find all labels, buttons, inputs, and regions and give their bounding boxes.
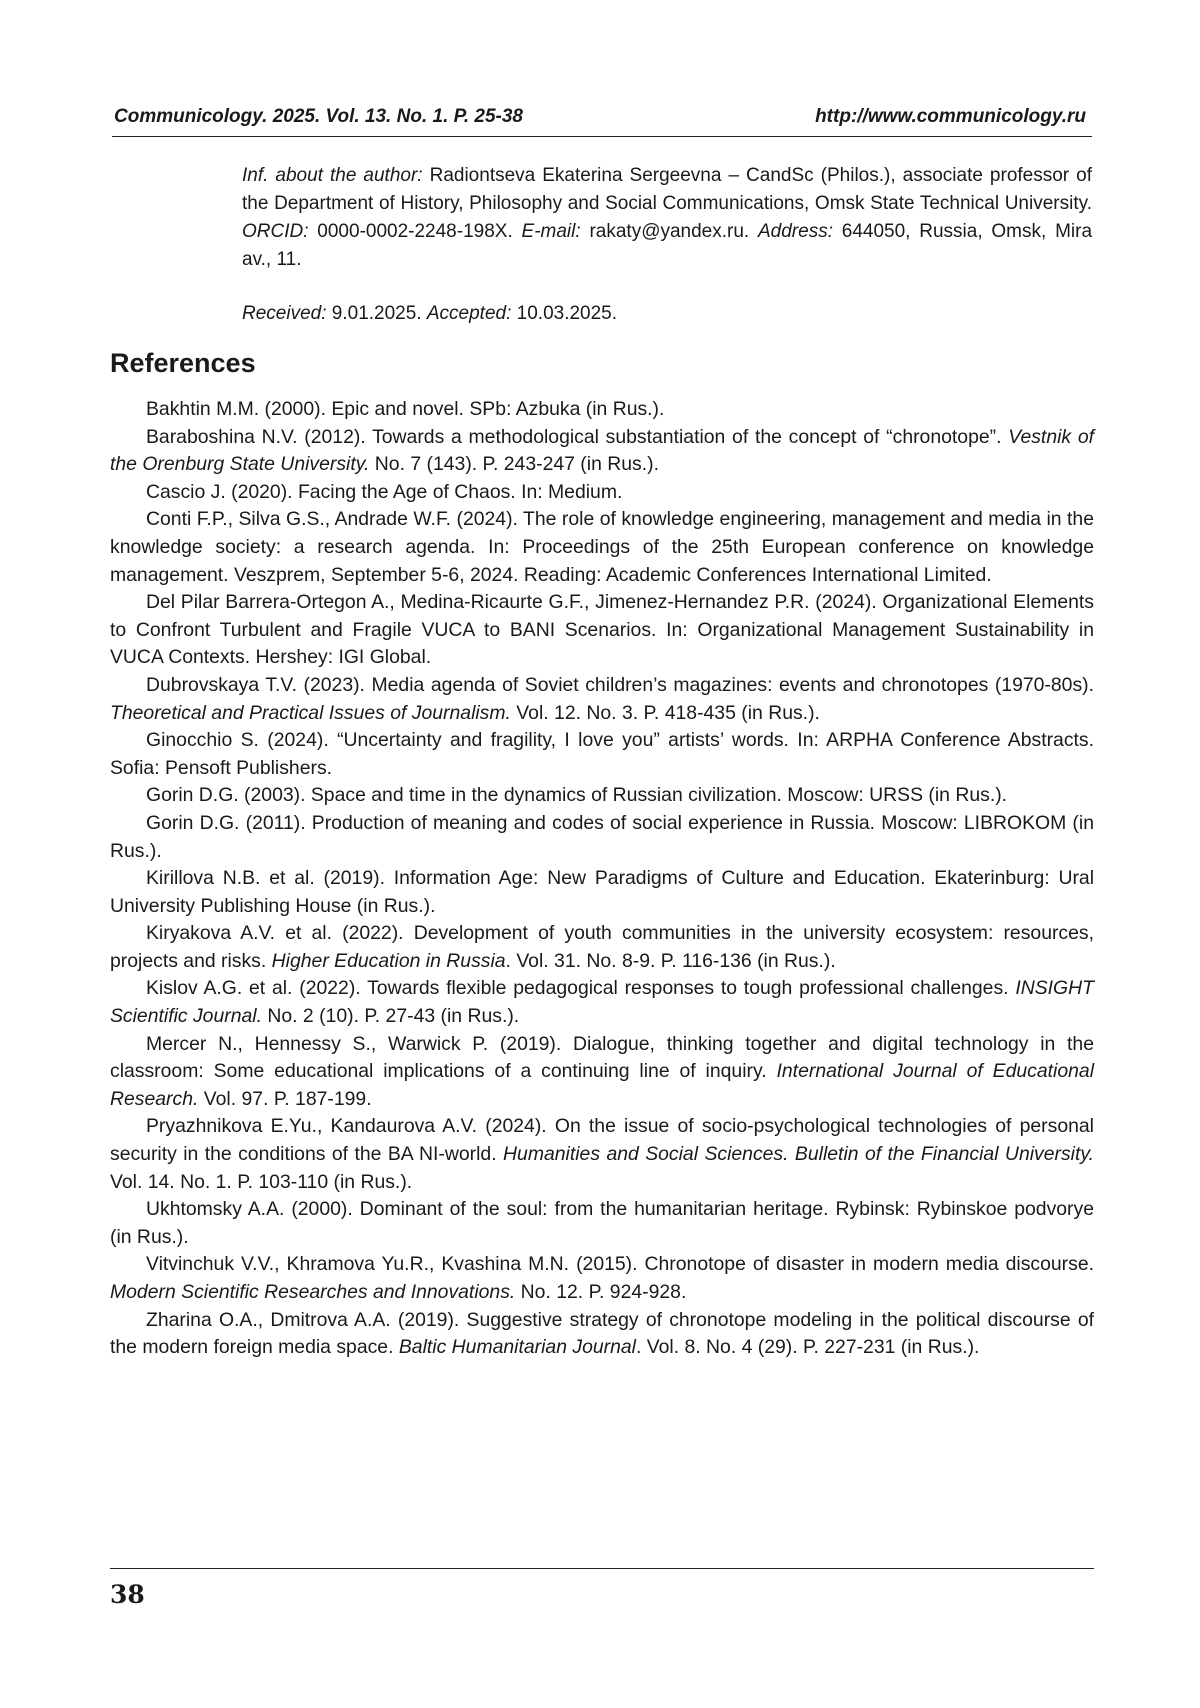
reference-ital: INSIGHT Scientific Journal. xyxy=(110,977,1094,1028)
reference-item xyxy=(110,1113,1094,1196)
reference-item xyxy=(110,1307,1094,1362)
running-header xyxy=(112,106,1092,137)
reference-pre: Gorin D.G. (2011). Production of meaning and codes of social experience in Russia. Moscow: LIBROKOM (in Rus.). xyxy=(110,811,1094,862)
reference-ital: Vestnik of the Orenburg State University. xyxy=(110,425,1094,476)
reference-item xyxy=(110,975,1094,1030)
accepted-label: Accepted: xyxy=(426,303,512,324)
reference-pre: Kislov A.G. et al. (2022). Towards flexible pedagogical responses to tough professional challenges. xyxy=(146,977,1016,1000)
reference-pre: Dubrovskaya T.V. (2023). Media agenda of Soviet children’s magazines: events and chronotopes (1970-80s). xyxy=(146,673,1094,696)
reference-pre: Conti F.P., Silva G.S., Andrade W.F. (2024). The role of knowledge engineering, management and media in the knowledge society: a research agenda. In: Proceedings of the 25th European conference on knowledge management. Veszprem, September 5-6, 2024. Reading: Academic Conferences International Limited. xyxy=(110,508,1094,586)
reference-item xyxy=(110,920,1094,975)
journal-url[interactable]: http://www.communicology.ru xyxy=(815,106,1086,127)
reference-pre: Kiryakova A.V. et al. (2022). Development of youth communities in the university ecosystem: resources, projects and risks. xyxy=(110,922,1094,972)
reference-ital: Humanities and Social Sciences. Bulletin of the Financial University. xyxy=(503,1143,1095,1166)
reference-item xyxy=(110,479,1094,507)
reference-pre: Kirillova N.B. et al. (2019). Information Age: New Paradigms of Culture and Education. Ekaterinburg: Ural University Publishing House (in Rus.). xyxy=(110,867,1094,917)
reference-item xyxy=(110,782,1094,810)
reference-pre: Vitvinchuk V.V., Khramova Yu.R., Kvashina M.N. (2015). Chronotope of disaster in modern media discourse. xyxy=(146,1253,1094,1276)
reference-item xyxy=(110,1196,1094,1251)
reference-pre: Zharina O.A., Dmitrova A.A. (2019). Suggestive strategy of chronotope modeling in the political discourse of the modern foreign media space. xyxy=(110,1308,1094,1359)
reference-item xyxy=(110,1251,1094,1306)
reference-post: Vol. 14. No. 1. P. 103-110 (in Rus.). xyxy=(110,1170,413,1193)
reference-item xyxy=(110,1031,1094,1114)
orcid-value: 0000-0002-2248-198X. xyxy=(317,221,513,242)
reference-item xyxy=(110,727,1094,782)
reference-ital: Baltic Humanitarian Journal xyxy=(398,1336,636,1359)
reference-pre: Cascio J. (2020). Facing the Age of Chaos. In: Medium. xyxy=(146,480,623,503)
reference-item xyxy=(110,589,1094,672)
reference-ital: International Journal of Educational Research. xyxy=(110,1060,1094,1110)
reference-item xyxy=(110,506,1094,589)
reference-ital: Modern Scientific Researches and Innovations. xyxy=(110,1281,516,1303)
author-text: Radiontseva Ekaterina Sergeevna – CandSc (Philos.), associate professor of the Department of History, Philosophy and Social Communications, Omsk State Technical University. xyxy=(242,165,1092,214)
reference-post: No. 2 (10). P. 27-43 (in Rus.). xyxy=(261,1005,520,1028)
accepted-date: 10.03.2025. xyxy=(516,303,618,324)
reference-pre: Ukhtomsky A.A. (2000). Dominant of the soul: from the humanitarian heritage. Rybinsk: Rybinskoe podvorye (in Rus.). xyxy=(110,1198,1094,1248)
email-value: rakaty@yandex.ru. xyxy=(589,221,750,242)
reference-item xyxy=(110,424,1094,479)
reference-post: . Vol. 31. No. 8-9. P. 116-136 (in Rus.). xyxy=(505,949,836,972)
reference-item xyxy=(110,865,1094,920)
reference-pre: Del Pilar Barrera-Ortegon A., Medina-Ricaurte G.F., Jimenez-Hernandez P.R. (2024). Organizational Elements to Confront Turbulent and Fragile VUCA to BANI Scenarios. In: Organizational Management Sustainability in VUCA Contexts. Hershey: IGI Global. xyxy=(110,591,1094,669)
reference-pre: Bakhtin M.M. (2000). Epic and novel. SPb: Azbuka (in Rus.). xyxy=(146,398,665,420)
reference-pre: Gorin D.G. (2003). Space and time in the dynamics of Russian civilization. Moscow: URSS (in Rus.). xyxy=(146,784,1008,807)
journal-citation: Communicology. 2025. Vol. 13. No. 1. P. 25-38 xyxy=(114,106,524,127)
reference-pre: Ginocchio S. (2024). “Uncertainty and fragility, I love you” artists’ words. In: ARPHA Conference Abstracts. Sofia: Pensoft Publishers. xyxy=(110,729,1094,779)
received-date: 9.01.2025. xyxy=(331,303,422,324)
page-number: 38 xyxy=(110,1580,145,1609)
references-list xyxy=(110,396,1094,1362)
footer-divider xyxy=(110,1568,1094,1569)
reference-ital: Theoretical and Practical Issues of Journalism. xyxy=(110,701,511,724)
reference-item xyxy=(110,672,1094,727)
reference-post: Vol. 97. P. 187-199. xyxy=(198,1087,372,1110)
author-details xyxy=(242,162,1092,274)
received-label: Received: xyxy=(242,303,327,324)
reference-pre: Mercer N., Hennessy S., Warwick P. (2019). Dialogue, thinking together and digital technology in the classroom: Some educational implications of a continuing line of inquiry. xyxy=(110,1032,1094,1083)
author-label: Inf. about the author: xyxy=(242,165,423,186)
reference-post: No. 12. P. 924-928. xyxy=(515,1281,687,1303)
reference-item xyxy=(110,810,1094,865)
address-label: Address: xyxy=(758,221,833,242)
reference-item xyxy=(110,396,1094,424)
reference-pre: Baraboshina N.V. (2012). Towards a methodological substantiation of the concept of “chronotope”. xyxy=(146,425,1009,448)
reference-post: No. 7 (143). P. 243-247 (in Rus.). xyxy=(369,453,659,476)
reference-post: Vol. 12. No. 3. P. 418-435 (in Rus.). xyxy=(510,701,820,724)
dates-line xyxy=(242,300,1092,328)
reference-ital: Higher Education in Russia xyxy=(271,949,506,972)
address-value: 644050, Russia, Omsk, Mira av., 11. xyxy=(242,221,1093,270)
reference-pre: Pryazhnikova E.Yu., Kandaurova A.V. (2024). On the issue of socio-psychological technologies of personal security in the conditions of the BA NI-world. xyxy=(110,1115,1094,1166)
email-label: E-mail: xyxy=(521,221,581,242)
references-heading: References xyxy=(110,348,256,378)
author-info xyxy=(242,162,1092,328)
orcid-label: ORCID: xyxy=(242,221,309,242)
reference-post: . Vol. 8. No. 4 (29). P. 227-231 (in Rus.). xyxy=(635,1336,980,1359)
